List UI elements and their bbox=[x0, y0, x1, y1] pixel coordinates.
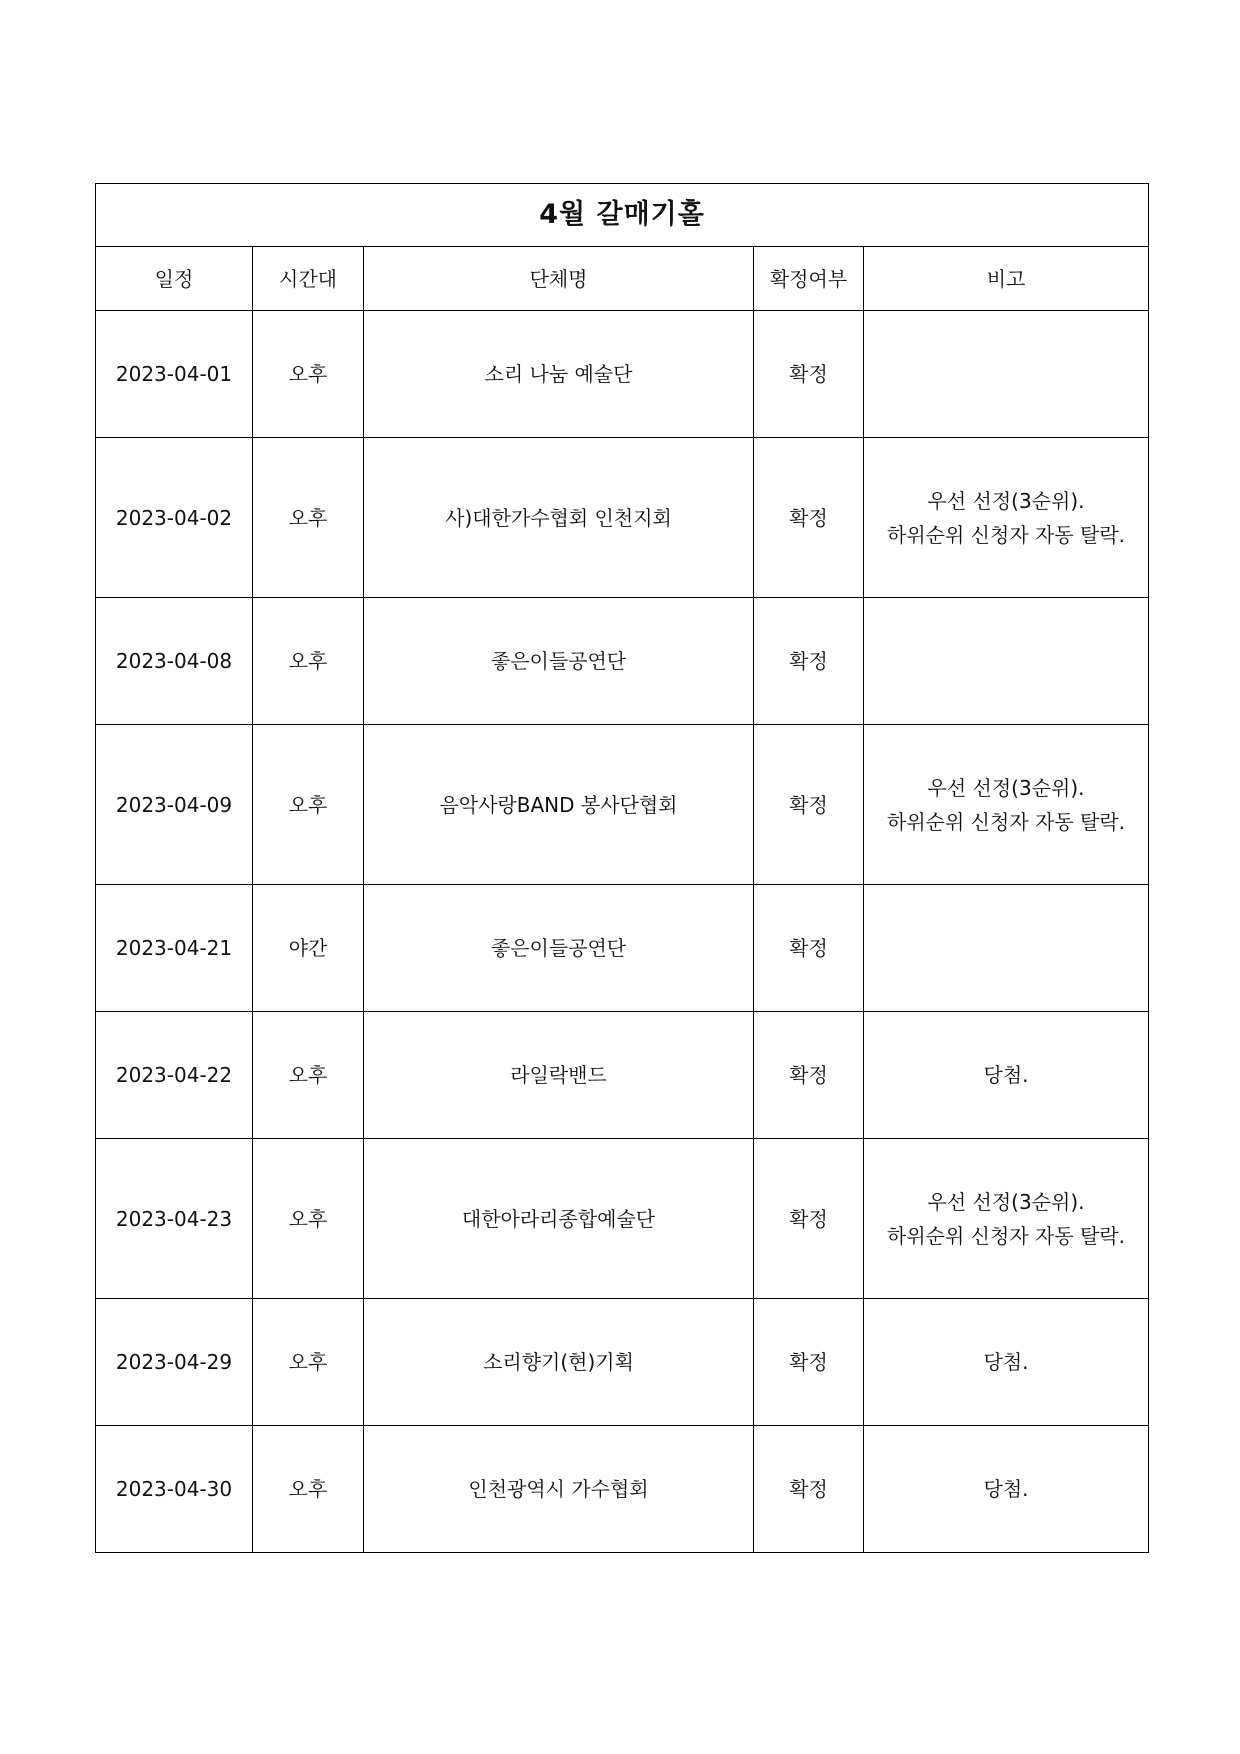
cell-note bbox=[864, 1299, 1149, 1426]
note-line-1: 당첨. bbox=[983, 1477, 1029, 1501]
cell-status: 확정 bbox=[754, 1426, 864, 1553]
cell-time: 오후 bbox=[253, 1012, 364, 1139]
header-row bbox=[96, 247, 1149, 311]
cell-date: 2023-04-22 bbox=[96, 1012, 253, 1139]
cell-note bbox=[864, 311, 1149, 438]
cell-note bbox=[864, 1012, 1149, 1139]
table-row bbox=[96, 1139, 1149, 1299]
cell-time: 오후 bbox=[253, 1299, 364, 1426]
cell-status: 확정 bbox=[754, 1299, 864, 1426]
cell-status: 확정 bbox=[754, 438, 864, 598]
header-time: 시간대 bbox=[253, 247, 364, 311]
cell-status: 확정 bbox=[754, 311, 864, 438]
cell-note bbox=[864, 725, 1149, 885]
cell-status: 확정 bbox=[754, 885, 864, 1012]
note-line-1: 우선 선정(3순위). bbox=[927, 1189, 1085, 1214]
note-line-1: 우선 선정(3순위). bbox=[927, 775, 1085, 800]
title-row bbox=[96, 184, 1149, 247]
cell-status: 확정 bbox=[754, 1012, 864, 1139]
table-row bbox=[96, 1012, 1149, 1139]
cell-time: 오후 bbox=[253, 1426, 364, 1553]
note-line-2: 하위순위 신청자 자동 탈락. bbox=[887, 809, 1125, 834]
cell-group: 좋은이들공연단 bbox=[364, 598, 754, 725]
note-line-1: 당첨. bbox=[983, 1063, 1029, 1087]
cell-note bbox=[864, 1426, 1149, 1553]
header-note: 비고 bbox=[864, 247, 1149, 311]
header-status: 확정여부 bbox=[754, 247, 864, 311]
schedule-table bbox=[95, 183, 1149, 1553]
table-row bbox=[96, 1299, 1149, 1426]
note-line-1: 우선 선정(3순위). bbox=[927, 488, 1085, 513]
cell-group: 좋은이들공연단 bbox=[364, 885, 754, 1012]
cell-time: 오후 bbox=[253, 311, 364, 438]
cell-time: 오후 bbox=[253, 1139, 364, 1299]
note-line-1: 당첨. bbox=[983, 1350, 1029, 1374]
cell-date: 2023-04-30 bbox=[96, 1426, 253, 1553]
cell-date: 2023-04-01 bbox=[96, 311, 253, 438]
cell-date: 2023-04-02 bbox=[96, 438, 253, 598]
header-group: 단체명 bbox=[364, 247, 754, 311]
cell-group: 인천광역시 가수협회 bbox=[364, 1426, 754, 1553]
cell-date: 2023-04-23 bbox=[96, 1139, 253, 1299]
cell-time: 오후 bbox=[253, 598, 364, 725]
cell-group: 라일락밴드 bbox=[364, 1012, 754, 1139]
cell-note bbox=[864, 885, 1149, 1012]
cell-date: 2023-04-08 bbox=[96, 598, 253, 725]
note-line-2: 하위순위 신청자 자동 탈락. bbox=[887, 522, 1125, 547]
table-row bbox=[96, 725, 1149, 885]
table-title: 4월 갈매기홀 bbox=[96, 184, 1149, 247]
table-row bbox=[96, 311, 1149, 438]
cell-date: 2023-04-09 bbox=[96, 725, 253, 885]
header-date: 일정 bbox=[96, 247, 253, 311]
cell-note bbox=[864, 1139, 1149, 1299]
table-row bbox=[96, 1426, 1149, 1553]
cell-date: 2023-04-21 bbox=[96, 885, 253, 1012]
cell-time: 오후 bbox=[253, 725, 364, 885]
table-row bbox=[96, 598, 1149, 725]
cell-group: 소리향기(현)기획 bbox=[364, 1299, 754, 1426]
cell-group: 사)대한가수협회 인천지회 bbox=[364, 438, 754, 598]
cell-group: 음악사랑BAND 봉사단협회 bbox=[364, 725, 754, 885]
cell-status: 확정 bbox=[754, 1139, 864, 1299]
cell-time: 오후 bbox=[253, 438, 364, 598]
cell-time: 야간 bbox=[253, 885, 364, 1012]
note-line-2: 하위순위 신청자 자동 탈락. bbox=[887, 1223, 1125, 1248]
table-row bbox=[96, 885, 1149, 1012]
cell-note bbox=[864, 438, 1149, 598]
cell-group: 소리 나눔 예술단 bbox=[364, 311, 754, 438]
cell-date: 2023-04-29 bbox=[96, 1299, 253, 1426]
table-row bbox=[96, 438, 1149, 598]
cell-status: 확정 bbox=[754, 598, 864, 725]
cell-group: 대한아라리종합예술단 bbox=[364, 1139, 754, 1299]
cell-status: 확정 bbox=[754, 725, 864, 885]
cell-note bbox=[864, 598, 1149, 725]
